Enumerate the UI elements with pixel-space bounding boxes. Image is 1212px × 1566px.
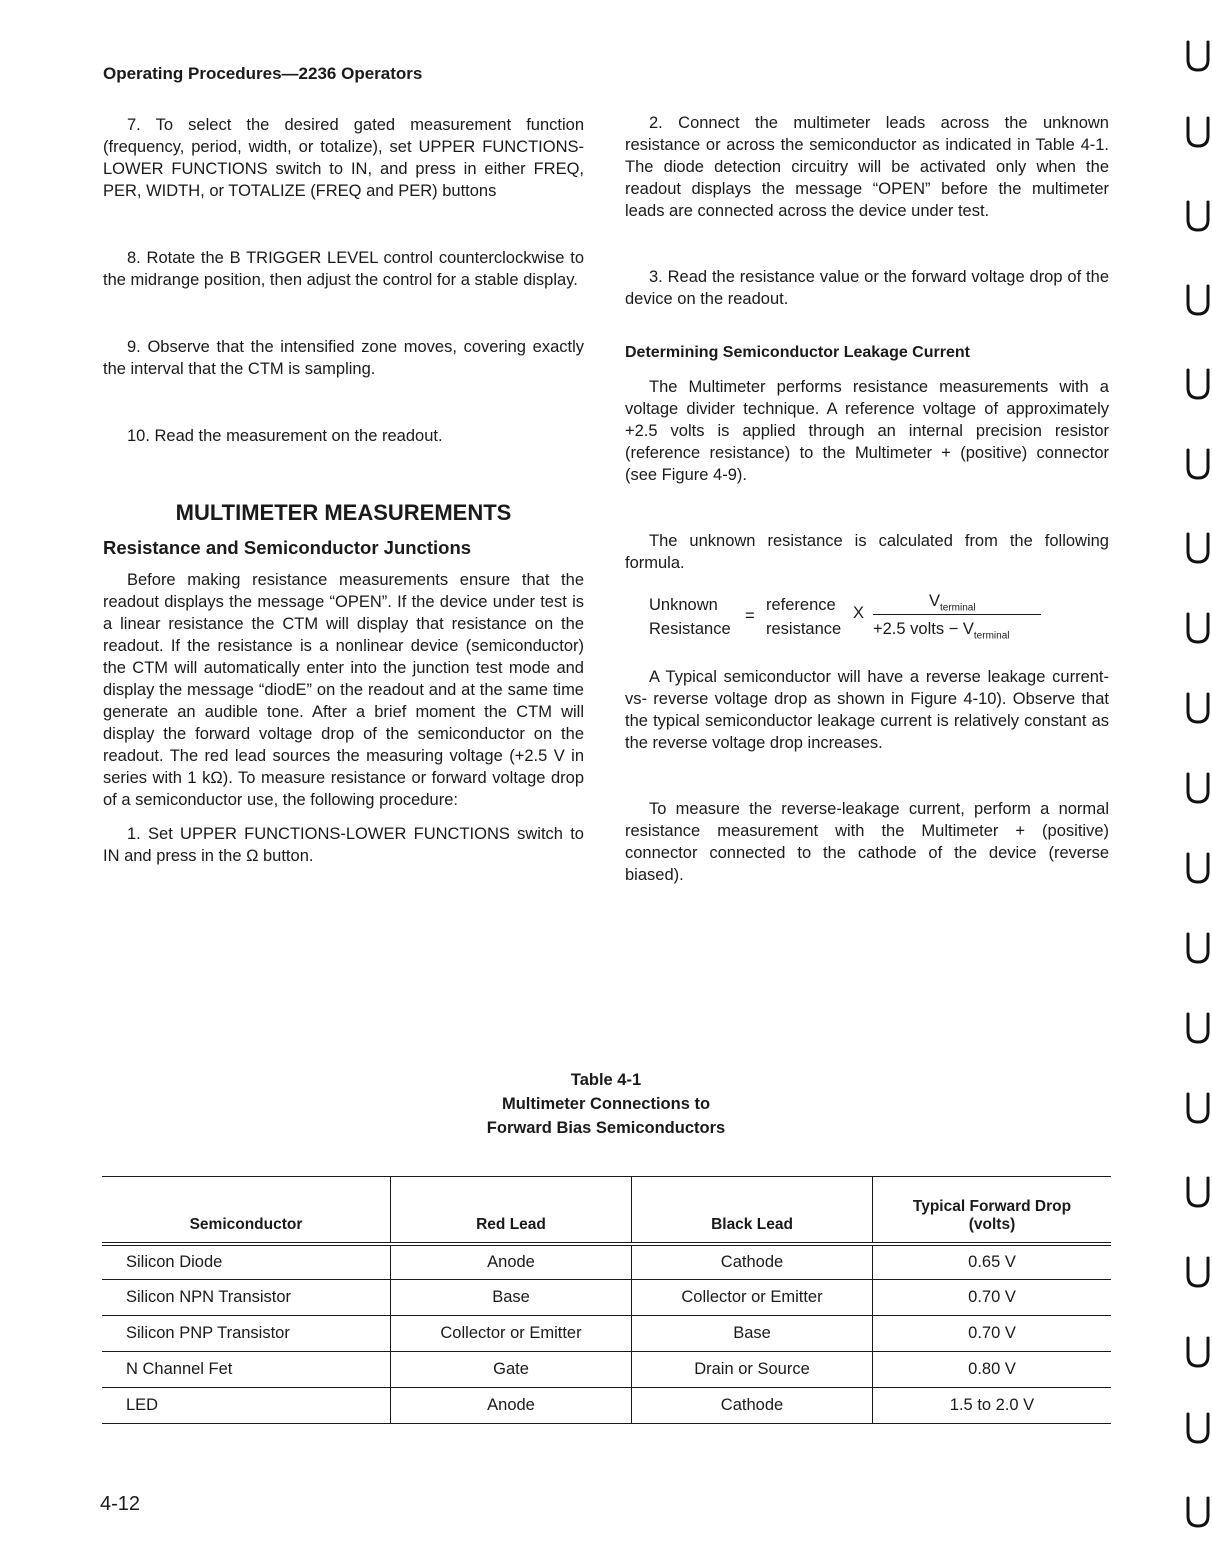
leakage-paragraph-4: To measure the reverse-leakage current, perform a normal resistance measurement with the Multimeter + (positive) connector connected to the cathode of the device (reverse biased).: [625, 800, 1109, 884]
right-column: [625, 112, 1109, 886]
table-header-row: [102, 1177, 1111, 1244]
formula-resistance: Resistance: [649, 620, 731, 638]
subsection-heading: Resistance and Semiconductor Junctions: [103, 537, 472, 558]
step-2: 2. Connect the multimeter leads across the unknown resistance or across the semiconductor as indicated in Table 4-1. The diode detection circuitry will be activated only when the readout displays the message “OPEN” before the multimeter leads are connected across the device under test.: [625, 114, 1109, 220]
col-red-lead: Red Lead: [391, 1177, 632, 1244]
col-black-lead: Black Lead: [632, 1177, 873, 1244]
table-row: N Channel Fet Gate Drain or Source 0.80 V: [102, 1352, 1111, 1388]
formula-unknown: Unknown: [649, 596, 718, 614]
resistance-formula: [625, 594, 1109, 654]
formula-equals: =: [745, 607, 755, 625]
col-forward-drop: Typical Forward Drop (volts): [873, 1177, 1112, 1244]
table-row: LED Anode Cathode 1.5 to 2.0 V: [102, 1388, 1111, 1424]
col-semiconductor: Semiconductor: [102, 1177, 391, 1244]
formula-numerator: $V_{terminal}$: [929, 592, 976, 614]
formula-times: X: [853, 604, 865, 622]
leakage-paragraph-2: The unknown resistance is calculated from the following formula.: [625, 532, 1109, 572]
step-9: 9. Observe that the intensified zone moves, covering exactly the interval that the CTM is sampling.: [103, 338, 584, 378]
formula-reference: reference: [766, 596, 836, 614]
step-3: 3. Read the resistance value or the forward voltage drop of the device on the readout.: [625, 268, 1109, 308]
step-1: 1. Set UPPER FUNCTIONS-LOWER FUNCTIONS switch to IN and press in the Ω button.: [103, 825, 584, 865]
step-7: 7. To select the desired gated measurement function (frequency, period, width, or totalize), set UPPER FUNCTIONS-LOWER FUNCTIONS switch to IN, and press in either FREQ, PER, WIDTH, or TOTALIZE (FREQ and PER) buttons: [103, 116, 584, 200]
binding-rings-decoration: [1180, 30, 1210, 1550]
leakage-paragraph-3: A Typical semiconductor will have a reverse leakage current-vs- reverse voltage drop as shown in Figure 4-10). Observe that the typical semiconductor leakage current is relatively constant as the reverse voltage drop increases.: [625, 668, 1109, 752]
formula-denominator: +2.5 volts − $V_{terminal}$: [873, 620, 1010, 642]
section-title: MULTIMETER MEASUREMENTS: [175, 500, 512, 525]
connections-table: [102, 1176, 1111, 1424]
left-column: [103, 114, 584, 867]
running-header: Operating Procedures—2236 Operators: [103, 64, 423, 83]
table-row: Silicon NPN Transistor Base Collector or Emitter 0.70 V: [102, 1280, 1111, 1316]
leakage-paragraph-1: The Multimeter performs resistance measurements with a voltage divider technique. A reference voltage of approximately +2.5 volts is applied through an internal precision resistor (reference resistance) to the Multimeter + (positive) connector (see Figure 4-9).: [625, 378, 1109, 484]
page-number: 4-12: [100, 1493, 141, 1515]
step-10: 10. Read the measurement on the readout.: [127, 427, 443, 445]
table-title: Table 4-1 Multimeter Connections to Forward Bias Semiconductors: [486, 1071, 726, 1137]
table-row: Silicon PNP Transistor Collector or Emitter Base 0.70 V: [102, 1316, 1111, 1352]
formula-fraction-bar: [873, 614, 1041, 615]
leakage-heading: Determining Semiconductor Leakage Current: [625, 344, 970, 361]
intro-paragraph: Before making resistance measurements ensure that the readout displays the message “OPEN”. If the device under test is a linear resistance the CTM will display that resistance on the readout. If the resistance is a nonlinear device (semiconductor) the CTM will automatically enter into the junction test mode and display the message “diodE” on the readout and at the same time generate an audible tone. After a brief moment the CTM will display the forward voltage drop of the semiconductor on the readout. The red lead sources the measuring voltage (+2.5 V in series with 1 kΩ). To measure resistance or forward voltage drop of a semiconductor use, the following procedure:: [103, 571, 584, 809]
formula-reference-resistance: resistance: [766, 620, 842, 638]
table-row: Silicon Diode Anode Cathode 0.65 V: [102, 1244, 1111, 1280]
step-8: 8. Rotate the B TRIGGER LEVEL control counterclockwise to the midrange position, then adjust the control for a stable display.: [103, 249, 584, 289]
